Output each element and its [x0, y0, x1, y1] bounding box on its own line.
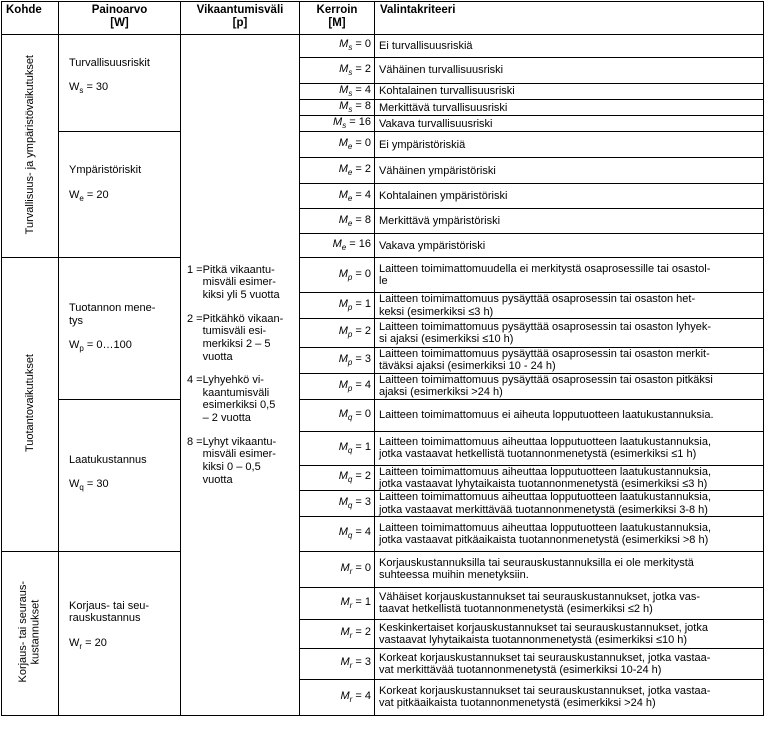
header-valintakriteeri: Valintakriteeri	[375, 2, 764, 35]
valintakriteeri-cell: Kohtalainen turvallisuusriski	[375, 84, 764, 100]
kohde-turvallisuus: Turvallisuus- ja ympäristövaikutukset	[2, 35, 59, 258]
kerroin-cell: $M_s = 2$	[300, 58, 375, 84]
valintakriteeri-cell: Vähäiset korjauskustannukset tai seurauskustannukset, jotka vas- taavat hetkellistä tuotannonmenetystä (esimerkiksi ≤2 h)	[375, 587, 764, 619]
kerroin-cell: $M_s = 8$	[300, 100, 375, 116]
table-row	[2, 551, 764, 587]
kerroin-cell: $M_e = 0$	[300, 132, 375, 158]
table-body	[2, 35, 764, 716]
paino-tuotanto: Tuotannon mene- tys $W_p$ = 0…100	[59, 258, 181, 399]
valintakriteeri-cell: Laitteen toimimattomuus aiheuttaa lopputuotteen laatukustannuksia, jotka vastaavat merkittävää tuotannonmenetystä (esimerkiksi 3-8 h)	[375, 491, 764, 517]
kerroin-cell: $M_q = 4$	[300, 516, 375, 551]
valintakriteeri-cell: Ei turvallisuusriskiä	[375, 35, 764, 58]
kerroin-cell: $M_q = 0$	[300, 399, 375, 431]
valintakriteeri-cell: Korkeat korjauskustannukset tai seurauskustannukset, jotka vastaa- vat pitkäaikaista tuotannonmenetystä (esimerkiksi >24 h)	[375, 679, 764, 715]
kerroin-cell: $M_r = 1$	[300, 587, 375, 619]
kerroin-cell: $M_e = 2$	[300, 158, 375, 184]
header-kohde: Kohde	[2, 2, 59, 35]
valintakriteeri-cell: Laitteen toimimattomuus ei aiheuta lopputuotteen laatukustannuksia.	[375, 399, 764, 431]
vikaantumisvali-item: 2 = Pitkähkö vikaan- tumisväli esi- merkiksi 2 – 5 vuotta	[187, 312, 284, 363]
table-row	[2, 399, 764, 431]
valintakriteeri-cell: Merkittävä turvallisuusriski	[375, 100, 764, 116]
kerroin-cell: $M_s = 16$	[300, 116, 375, 132]
kerroin-cell: $M_r = 0$	[300, 551, 375, 587]
kerroin-cell: $M_p = 4$	[300, 373, 375, 399]
paino-laatu: Laatukustannus $W_q = 30$	[59, 399, 181, 551]
vikaantumisvali-item: 8 = Lyhyt vikaantu- misväli esimer- kiksi 0 – 0,5 vuotta	[187, 435, 277, 486]
header-vikaantumisvali: Vikaantumisväli [p]	[181, 2, 300, 35]
valintakriteeri-cell: Vähäinen ympäristöriski	[375, 158, 764, 184]
valintakriteeri-cell: Laitteen toimimattomuus pysäyttää osaprosessin tai osaston pitkäksi ajaksi (esimerkiksi >24 h)	[375, 373, 764, 399]
kerroin-cell: $M_r = 2$	[300, 619, 375, 648]
kerroin-cell: $M_p = 1$	[300, 293, 375, 319]
paino-turvallisuus-w: $W_s = 30$	[69, 81, 109, 96]
valintakriteeri-cell: Vakava turvallisuusriski	[375, 116, 764, 132]
kerroin-cell: $M_s = 4$	[300, 84, 375, 100]
valintakriteeri-cell: Merkittävä ympäristöriski	[375, 209, 764, 234]
kerroin-cell: $M_q = 2$	[300, 465, 375, 491]
header-row	[2, 2, 764, 35]
valintakriteeri-cell: Laitteen toimimattomuus pysäyttää osaprosessin tai osaston lyhyek- si ajaksi (esimerkiksi ≤10 h)	[375, 319, 764, 348]
valintakriteeri-cell: Vakava ympäristöriski	[375, 234, 764, 258]
kerroin-cell: $M_s = 0$	[300, 35, 375, 58]
valintakriteeri-cell: Laitteen toimimattomuudella ei merkitystä osaprosessille tai osastol- le	[375, 258, 764, 293]
header-painoarvo: Painoarvo [W]	[59, 2, 181, 35]
table-row	[2, 35, 764, 58]
valintakriteeri-cell: Keskinkertaiset korjauskustannukset tai seurauskustannukset, jotka vastaavat lyhytaikaista tuotannonmenetystä (esimerkiksi ≤10 h)	[375, 619, 764, 648]
valintakriteeri-cell: Ei ympäristöriskiä	[375, 132, 764, 158]
valintakriteeri-cell: Laitteen toimimattomuus pysäyttää osaprosessin tai osaston merkit- täväksi ajaksi (esimerkiksi 10 - 24 h)	[375, 348, 764, 374]
kerroin-cell: $M_p = 0$	[300, 258, 375, 293]
valintakriteeri-cell: Laitteen toimimattomuus aiheuttaa lopputuotteen laatukustannuksia, jotka vastaavat hetkellistä tuotannonmenetystä (esimerkiksi ≤1 h)	[375, 431, 764, 465]
kerroin-cell: $M_r = 3$	[300, 648, 375, 679]
valintakriteeri-cell: Laitteen toimimattomuus pysäyttää osaprosessin tai osaston het- keksi (esimerkiksi ≤3 h)	[375, 293, 764, 319]
vikaantumisvali-item: 4 = Lyhyehkö vi- kaantumisväli esimerkiksi 0,5 – 2 vuotta	[187, 374, 276, 425]
kerroin-cell: $M_q = 3$	[300, 491, 375, 517]
valintakriteeri-cell: Vähäinen turvallisuusriski	[375, 58, 764, 84]
paino-korjaus: Korjaus- tai seu- rauskustannus $W_r = 20$	[59, 551, 181, 715]
table-row	[2, 132, 764, 158]
kerroin-cell: $M_r = 4$	[300, 679, 375, 715]
paino-turvallisuus: Turvallisuusriskit $W_s = 30$	[59, 35, 181, 132]
kerroin-cell: $M_q = 1$	[300, 431, 375, 465]
valintakriteeri-cell: Laitteen toimimattomuus aiheuttaa lopputuotteen laatukustannuksia, jotka vastaavat pitkäaikaista tuotannonmenetystä (esimerkiksi >8 h)	[375, 516, 764, 551]
vikaantumisvali-list	[187, 264, 297, 487]
kerroin-cell: $M_p = 2$	[300, 319, 375, 348]
kohde-tuotanto: Tuotantovaikutukset	[2, 258, 59, 552]
vikaantumisvali-item: 1 = Pitkä vikaantu- misväli esimer- kiksi yli 5 vuotta	[187, 263, 280, 301]
valintakriteeri-cell: Kohtalainen ympäristöriski	[375, 184, 764, 209]
kerroin-cell: $M_e = 8$	[300, 209, 375, 234]
kerroin-cell: $M_p = 3$	[300, 348, 375, 374]
kohde-korjaus: Korjaus- tai seuraus- kustannukset	[2, 551, 59, 715]
kerroin-cell: $M_e = 16$	[300, 234, 375, 258]
paino-ymparisto: Ympäristöriskit $W_e = 20$	[59, 132, 181, 258]
table-row	[2, 258, 764, 293]
valintakriteeri-cell: Laitteen toimimattomuus aiheuttaa lopputuotteen laatukustannuksia, jotka vastaavat lyhytaikaista tuotannonmenetystä (esimerkiksi ≤3 h)	[375, 465, 764, 491]
valintakriteeri-cell: Korkeat korjauskustannukset tai seurauskustannukset, jotka vastaa- vat merkittävää tuotannonmenetystä (esimerkiksi 10-24 h)	[375, 648, 764, 679]
header-kerroin: Kerroin [M]	[300, 2, 375, 35]
criticality-table	[1, 1, 764, 716]
vikaantumisvali-cell	[181, 35, 300, 716]
valintakriteeri-cell: Korjauskustannuksilla tai seurauskustannuksilla ei ole merkitystä suhteessa muihin menetyksiin.	[375, 551, 764, 587]
kerroin-cell: $M_e = 4$	[300, 184, 375, 209]
